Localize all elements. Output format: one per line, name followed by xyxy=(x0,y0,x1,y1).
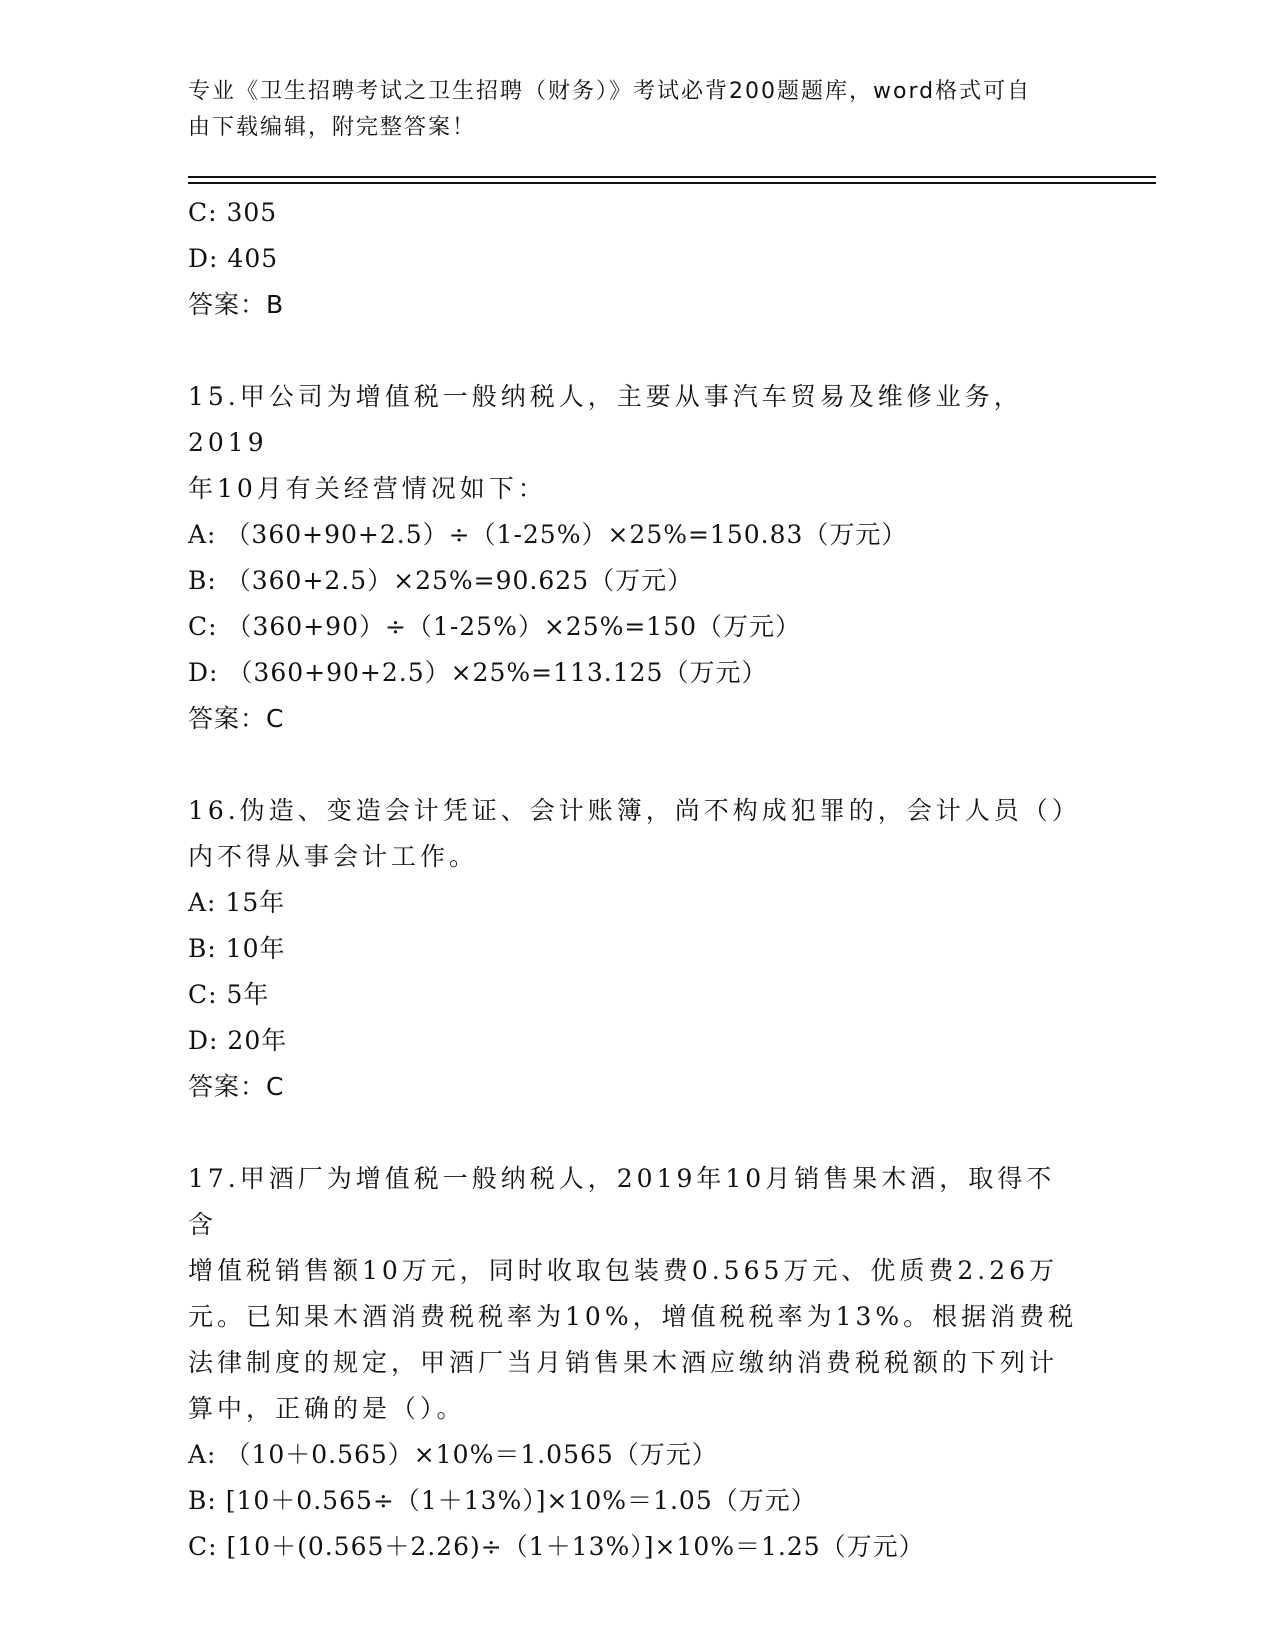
question-stem-line: 15.甲公司为增值税一般纳税人，主要从事汽车贸易及维修业务，2019 xyxy=(188,382,1023,457)
question-stem-line: 元。已知果木酒消费税税率为10%，增值税税率为13%。根据消费税 xyxy=(188,1302,1078,1331)
question-stem-line: 年10月有关经营情况如下： xyxy=(188,474,547,503)
option-b: B: [10＋0.565÷（1＋13%）]×10%＝1.05（万元） xyxy=(188,1486,817,1515)
previous-question-tail xyxy=(188,190,1088,328)
option-c: C: [10＋(0.565＋2.26)÷（1＋13%）]×10%＝1.25（万元） xyxy=(188,1532,925,1561)
option-b: B: 10年 xyxy=(188,934,286,963)
option-a: A: （10＋0.565）×10%＝1.0565（万元） xyxy=(188,1440,718,1469)
question-17 xyxy=(188,1156,1088,1570)
spacer xyxy=(188,742,1088,788)
header-divider-top xyxy=(188,176,1156,178)
option-d: D: （360+90+2.5）×25%=113.125（万元） xyxy=(188,658,768,687)
spacer xyxy=(188,1110,1088,1156)
option-c: C: 305 xyxy=(188,198,278,227)
question-stem-line: 内不得从事会计工作。 xyxy=(188,842,479,871)
answer-line: 答案：C xyxy=(188,1072,285,1101)
option-d: D: 20年 xyxy=(188,1026,288,1055)
header-line-2: 由下载编辑，附完整答案！ xyxy=(188,115,477,140)
header-line-1: 专业《卫生招聘考试之卫生招聘（财务）》考试必背200题题库，word格式可自 xyxy=(188,79,1032,104)
question-stem-line: 增值税销售额10万元，同时收取包装费0.565万元、优质费2.26万 xyxy=(188,1256,1059,1285)
answer-line: 答案：C xyxy=(188,704,285,733)
question-stem-line: 算中，正确的是（）。 xyxy=(188,1394,466,1423)
spacer xyxy=(188,328,1088,374)
option-d: D: 405 xyxy=(188,244,279,273)
question-15 xyxy=(188,374,1088,742)
question-stem-line: 17.甲酒厂为增值税一般纳税人，2019年10月销售果木酒，取得不含 xyxy=(188,1164,1056,1239)
option-a: A: 15年 xyxy=(188,888,286,917)
document-body xyxy=(188,190,1088,1570)
document-header xyxy=(188,74,1088,146)
option-b: B: （360+2.5）×25%=90.625（万元） xyxy=(188,566,694,595)
option-a: A: （360+90+2.5）÷（1-25%）×25%=150.83（万元） xyxy=(188,520,908,549)
question-stem xyxy=(188,788,1081,880)
question-16 xyxy=(188,788,1088,1110)
question-stem-line: 16.伪造、变造会计凭证、会计账簿，尚不构成犯罪的，会计人员（） xyxy=(188,796,1081,825)
option-c: C: （360+90）÷（1-25%）×25%=150（万元） xyxy=(188,612,802,641)
header-divider-bottom xyxy=(188,182,1156,184)
question-stem xyxy=(188,1156,1078,1432)
answer-line: 答案：B xyxy=(188,290,285,319)
option-c: C: 5年 xyxy=(188,980,270,1009)
question-stem xyxy=(188,374,1078,512)
question-stem-line: 法律制度的规定，甲酒厂当月销售果木酒应缴纳消费税税额的下列计 xyxy=(188,1348,1059,1377)
